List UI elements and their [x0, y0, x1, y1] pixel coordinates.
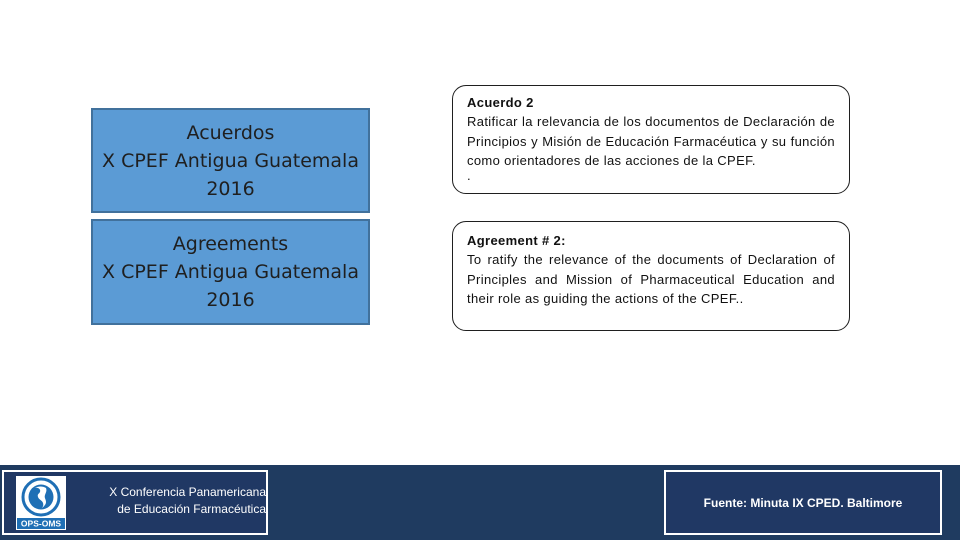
acuerdo-2-box — [452, 85, 850, 194]
acuerdos-title-line-2: X CPEF Antigua Guatemala — [102, 149, 359, 172]
agreements-title-line-1: Agreements — [172, 233, 289, 255]
agreements-title-line-3: 2016 — [206, 289, 255, 311]
conference-name — [88, 484, 266, 518]
source-panel — [664, 470, 942, 535]
agreements-title-line-2: X CPEF Antigua Guatemala — [102, 261, 359, 283]
acuerdos-title-line-3: 2016 — [206, 177, 255, 200]
agreement-2-heading: Agreement # 2: — [467, 233, 566, 248]
conference-name-line-1: X Conferencia Panamericana — [109, 485, 266, 499]
logo-text: OPS-OMS — [20, 518, 62, 529]
acuerdos-title-line-1: Acuerdos — [186, 121, 275, 144]
ops-oms-emblem-icon — [16, 476, 66, 530]
acuerdo-2-heading: Acuerdo 2 — [467, 95, 534, 110]
agreement-2-body: To ratify the relevance of the documents of Declaration of Principles and Mission of Pharmaceutical Education and their role as guiding the actions of the CPEF.. — [467, 252, 835, 306]
acuerdos-title-box — [91, 108, 370, 213]
agreements-title-box — [91, 219, 370, 325]
acuerdo-2-body: Ratificar la relevancia de los documentos de Declaración de Principios y Misión de Educación Farmacéutica y su función como orientadores de las acciones de la CPEF. — [467, 114, 835, 168]
ops-oms-logo — [16, 476, 66, 530]
agreement-2-box — [452, 221, 850, 331]
acuerdo-2-trailing-dot: . — [467, 168, 471, 184]
source-text: Fuente: Minuta IX CPED. Baltimore — [703, 495, 903, 510]
conference-name-line-2: de Educación Farmacéutica — [117, 502, 266, 516]
